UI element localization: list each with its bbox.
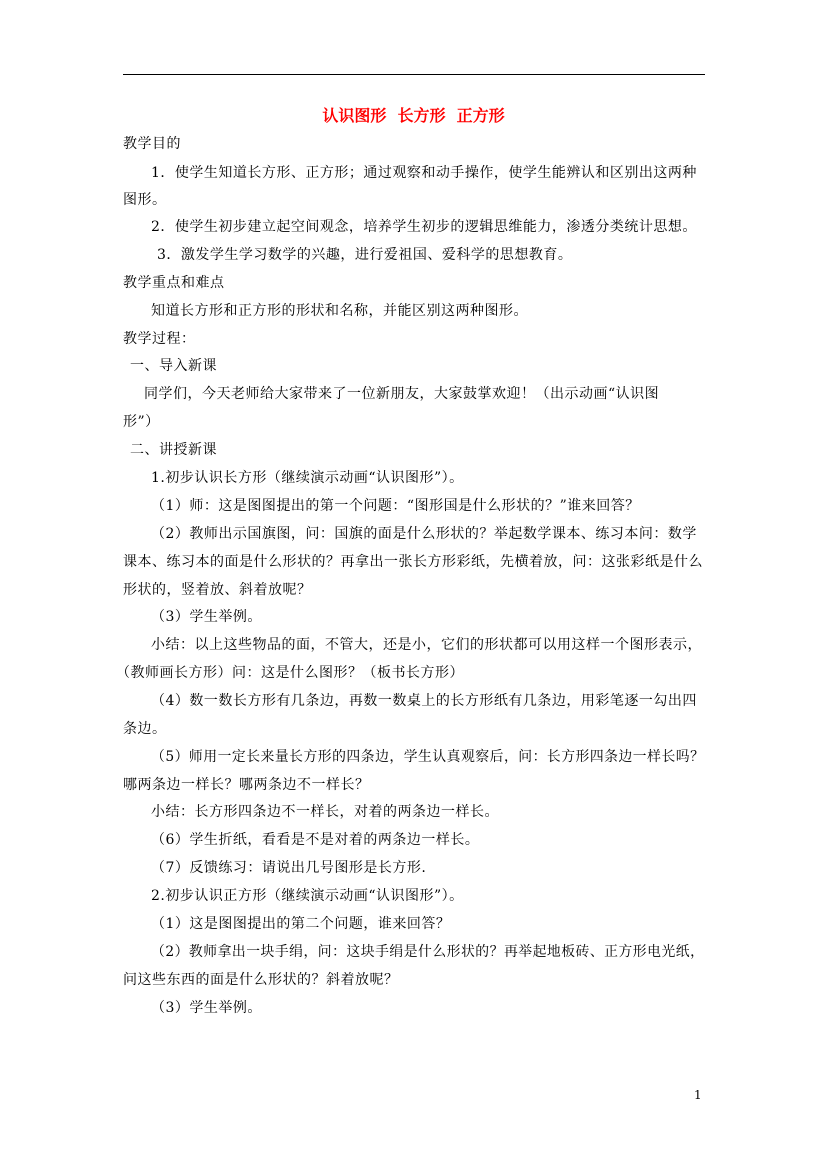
paragraph-line: 形状的，竖着放、斜着放呢？ [123, 582, 312, 598]
paragraph-line: （教师画长方形）问：这是什么图形？（板书长方形） [116, 665, 464, 681]
paragraph-line: （4）数一数长方形有几条边，再数一数桌上的长方形纸有几条边，用彩笔逐一勾出四 [151, 693, 697, 709]
paragraph-line: （1）师：这是图图提出的第一个问题：“图形国是什么形状的？”谁来回答？ [151, 498, 640, 514]
paragraph-line: 条边。 [123, 721, 167, 737]
paragraph-line: 2.初步认识正方形（继续演示动画“认识图形”）。 [151, 888, 464, 904]
paragraph-line: 小结：以上这些物品的面，不管大，还是小，它们的形状都可以用这样一个图形表示， [151, 637, 702, 653]
section-heading-objectives: 教学目的 [123, 136, 181, 152]
header-rule [123, 74, 705, 75]
paragraph-line: 形”） [123, 414, 160, 430]
document-title: 认识图形 长方形 正方形 [322, 106, 505, 125]
paragraph-line: （2）教师出示国旗图，问：国旗的面是什么形状的？举起数学课本、练习本问：数学 [151, 526, 697, 542]
paragraph-line: 1.初步认识长方形（继续演示动画“认识图形”）。 [151, 470, 464, 486]
paragraph-line: （2）教师拿出一块手绢，问：这块手绢是什么形状的？再举起地板砖、正方形电光纸， [151, 944, 705, 960]
subsection-heading-intro: 一、导入新课 [130, 358, 217, 374]
subsection-heading-new-lesson: 二、讲授新课 [130, 442, 217, 458]
paragraph-line: （6）学生折纸，看看是不是对着的两条边一样长。 [151, 832, 480, 848]
paragraph-line: 知道长方形和正方形的形状和名称，并能区别这两种图形。 [151, 303, 528, 319]
paragraph-line: 3．激发学生学习数学的兴趣，进行爱祖国、爱科学的思想教育。 [157, 247, 573, 263]
paragraph-line: 图形。 [123, 192, 167, 208]
paragraph-line: 同学们，今天老师给大家带来了一位新朋友，大家鼓掌欢迎！（出示动画“认识图 [144, 386, 660, 402]
page-number: 1 [694, 1088, 702, 1102]
paragraph-line: （3）学生举例。 [151, 1000, 262, 1016]
paragraph-line: 1．使学生知道长方形、正方形；通过观察和动手操作，使学生能辨认和区别出这两种 [151, 165, 697, 181]
paragraph-line: 小结：长方形四条边不一样长，对着的两条边一样长。 [151, 804, 499, 820]
paragraph-line: （3）学生举例。 [151, 609, 262, 625]
paragraph-line: （1）这是图图提出的第二个问题，谁来回答？ [151, 916, 451, 932]
paragraph-line: 课本、练习本的面是什么形状的？再拿出一张长方形彩纸，先横着放，问：这张彩纸是什么 [123, 554, 703, 570]
paragraph-line: 2．使学生初步建立起空间观念，培养学生初步的逻辑思维能力，渗透分类统计思想。 [151, 219, 697, 235]
section-heading-key-points: 教学重点和难点 [123, 275, 225, 291]
paragraph-line: 问这些东西的面是什么形状的？斜着放呢？ [123, 972, 399, 988]
paragraph-line: （7）反馈练习：请说出几号图形是长方形. [151, 860, 427, 876]
paragraph-line: （5）师用一定长来量长方形的四条边，学生认真观察后，问：长方形四条边一样长吗？ [151, 749, 705, 765]
section-heading-process: 教学过程： [123, 331, 196, 347]
paragraph-line: 哪两条边一样长？哪两条边不一样长？ [123, 777, 370, 793]
